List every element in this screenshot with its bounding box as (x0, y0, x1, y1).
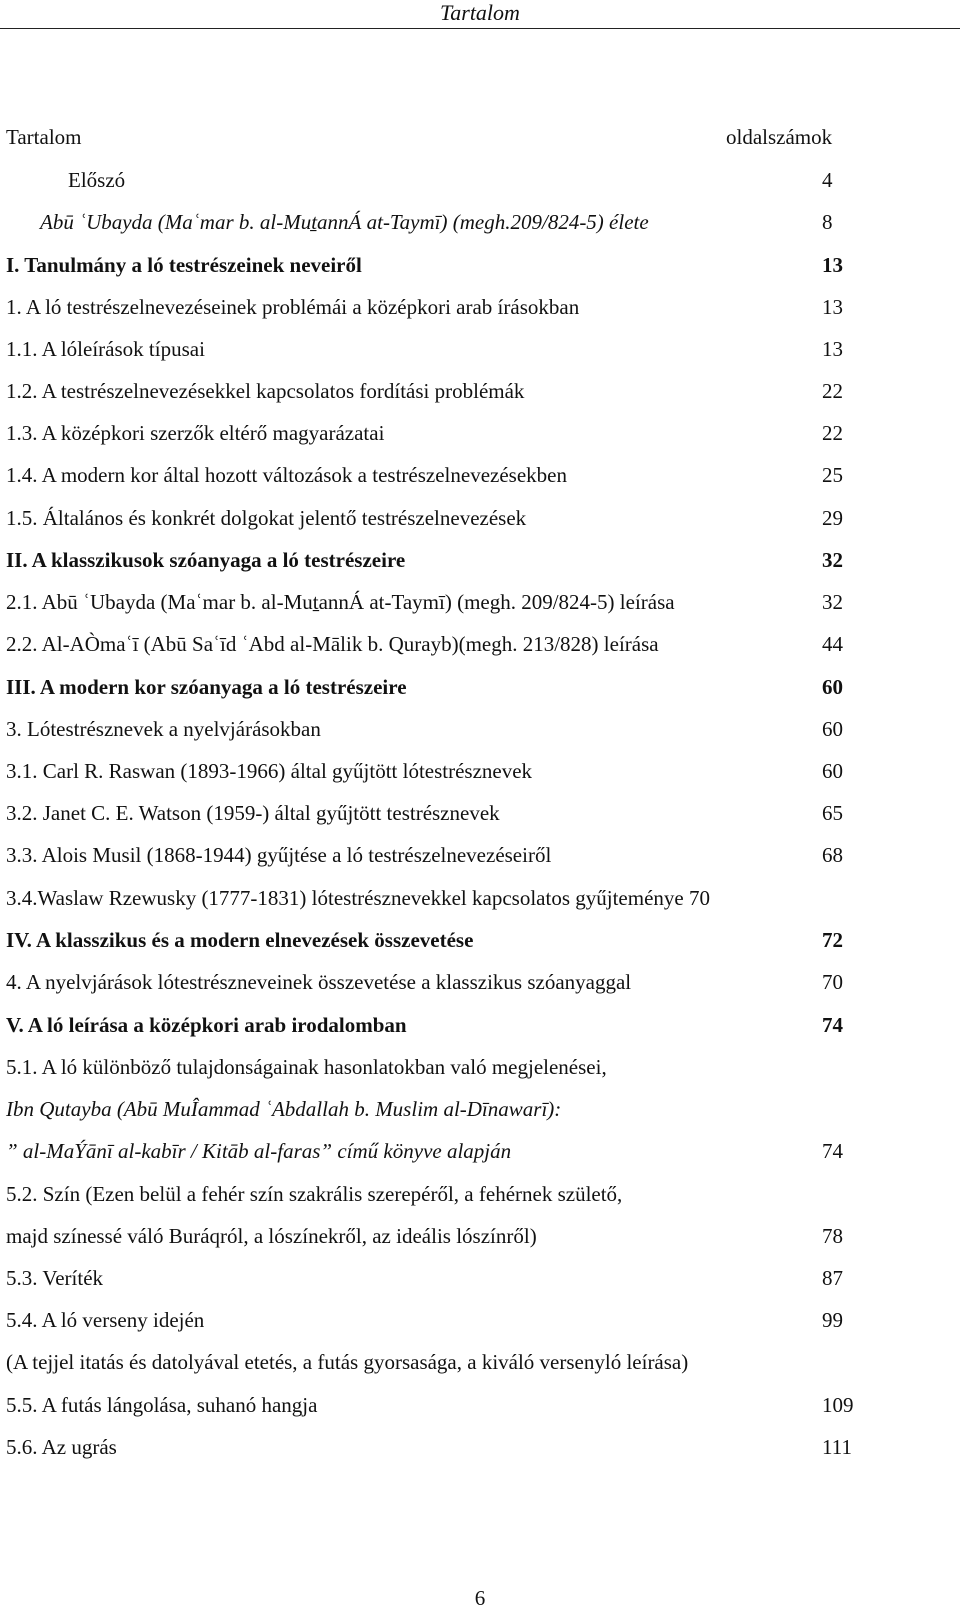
toc-entry (6, 165, 931, 195)
toc-entry-text: 2.1. Abū ʿUbayda (Maʿmar b. al-MuṯannÁ at-Taymī) (megh. 209/824-5) leírása (6, 590, 675, 614)
toc-entry (6, 1052, 931, 1082)
toc-entry-text: 3.2. Janet C. E. Watson (1959-) által gyűjtött testrésznevek (6, 801, 500, 825)
toc-entry-text: 3. Lótestrésznevek a nyelvjárásokban (6, 717, 321, 741)
toc-entry (6, 798, 931, 828)
toc-entry (6, 1305, 931, 1335)
toc-entry-page: 68 (822, 843, 843, 867)
toc-entry (6, 207, 931, 237)
toc-entry-page: 8 (822, 210, 833, 234)
toc-entry (6, 1221, 931, 1251)
toc-entry-text: 3.3. Alois Musil (1868-1944) gyűjtése a ló testrészelnevezéseiről (6, 843, 552, 867)
toc-entry-page: 60 (822, 717, 843, 741)
toc-entry (6, 334, 931, 364)
toc-entry-text: I. Tanulmány a ló testrészeinek neveiről (6, 253, 362, 277)
toc-entry-text: 1. A ló testrészelnevezéseinek problémái a középkori arab írásokban (6, 295, 580, 319)
toc-entry-page: 13 (822, 337, 843, 361)
header-rule (0, 28, 960, 29)
running-header: Tartalom (440, 0, 520, 25)
toc-entry-text: Ibn Qutayba (Abū MuÎammad ʿAbdallah b. Muslim al-Dīnawarī): (6, 1097, 562, 1121)
toc-entry-page: 22 (822, 421, 843, 445)
toc-entry-text: 1.1. A lóleírások típusai (6, 337, 205, 361)
toc-entry-page: 72 (822, 928, 843, 952)
toc-entry-page: 87 (822, 1266, 843, 1290)
toc-entry-text: Előszó (68, 168, 126, 192)
toc-entry (6, 840, 931, 870)
toc-entry-page: 4 (822, 168, 833, 192)
toc-entry-text: IV. A klasszikus és a modern elnevezések összevetése (6, 928, 474, 952)
toc-entry-text: 5.4. A ló verseny idején (6, 1308, 205, 1332)
toc-title: Tartalom (6, 125, 82, 149)
toc-entry-text: Abū ʿUbayda (Maʿmar b. al-MuṯannÁ at-Taymī) (megh.209/824-5) élete (40, 210, 649, 234)
toc-entry-page: 109 (822, 1393, 854, 1417)
toc-entry-page: 32 (822, 590, 843, 614)
toc-entry (6, 503, 931, 533)
toc-heading-row (6, 122, 931, 152)
toc-entry-text: ” al-MaÝānī al-kabīr / Kitāb al-faras” című könyve alapján (6, 1139, 512, 1163)
toc-entry (6, 629, 931, 659)
toc-entry (6, 418, 931, 448)
toc-entry (6, 545, 931, 575)
toc-entry-text: 5.1. A ló különböző tulajdonságainak hasonlatokban való megjelenései, (6, 1055, 607, 1079)
toc-entry (6, 1390, 931, 1420)
toc-entry-page: 60 (822, 759, 843, 783)
toc-entry-text: 3.4.Waslaw Rzewusky (1777-1831) lótestrésznevekkel kapcsolatos gyűjteménye 70 (6, 886, 710, 910)
toc-entry (6, 587, 931, 617)
toc-entry-page: 74 (822, 1139, 843, 1163)
toc-entry (6, 250, 931, 280)
toc-entry-text: 4. A nyelvjárások lótestrészneveinek összevetése a klasszikus szóanyaggal (6, 970, 632, 994)
toc-entry-text: III. A modern kor szóanyaga a ló testrészeire (6, 675, 407, 699)
toc-entry (6, 883, 931, 913)
toc-entry (6, 672, 931, 702)
toc-entry-page: 78 (822, 1224, 843, 1248)
toc-entry-text: 5.5. A futás lángolása, suhanó hangja (6, 1393, 318, 1417)
toc-entry (6, 1010, 931, 1040)
toc-entry-text: II. A klasszikusok szóanyaga a ló testrészeire (6, 548, 406, 572)
toc-entry (6, 756, 931, 786)
toc-entry-page: 99 (822, 1308, 843, 1332)
toc-entry-page: 29 (822, 506, 843, 530)
toc-entry-page: 70 (822, 970, 843, 994)
toc-entry (6, 1432, 931, 1462)
toc-pages-label: oldalszámok (726, 125, 833, 149)
toc-entry (6, 967, 931, 997)
toc-entry (6, 376, 931, 406)
toc-entry-page: 111 (822, 1435, 852, 1459)
toc-entry-text: 3.1. Carl R. Raswan (1893-1966) által gyűjtött lótestrésznevek (6, 759, 533, 783)
toc-entry (6, 714, 931, 744)
toc-entry-page: 13 (822, 295, 843, 319)
toc-entry-page: 25 (822, 463, 843, 487)
toc-entry-page: 22 (822, 379, 843, 403)
toc-entry-page: 60 (822, 675, 843, 699)
toc-entry-text: majd színessé váló Buráqról, a lószínekről, az ideális lószínről) (6, 1224, 537, 1248)
toc-entry-text: 2.2. Al-AÒmaʿī (Abū Saʿīd ʿAbd al-Mālik b. Qurayb)(megh. 213/828) leírása (6, 632, 659, 656)
toc-entry-page: 74 (822, 1013, 843, 1037)
toc-entry-text: 5.3. Veríték (6, 1266, 104, 1290)
toc-entry (6, 1136, 931, 1166)
toc-entry-page: 44 (822, 632, 843, 656)
toc-entry (6, 1263, 931, 1293)
toc-entry-text: 1.3. A középkori szerzők eltérő magyarázatai (6, 421, 385, 445)
toc-entry (6, 925, 931, 955)
page-number: 6 (474, 1586, 486, 1610)
toc-entry (6, 1094, 931, 1124)
toc-entry-text: 1.4. A modern kor által hozott változások a testrészelnevezésekben (6, 463, 567, 487)
toc-entry-text: 5.6. Az ugrás (6, 1435, 117, 1459)
toc-entry-text: 1.2. A testrészelnevezésekkel kapcsolatos fordítási problémák (6, 379, 525, 403)
toc-entry-page: 13 (822, 253, 843, 277)
toc-entry (6, 292, 931, 322)
toc-entry (6, 460, 931, 490)
toc-entry-text: 5.2. Szín (Ezen belül a fehér szín szakrális szerepéről, a fehérnek születő, (6, 1182, 623, 1206)
toc-entry-page: 32 (822, 548, 843, 572)
toc-entry (6, 1347, 931, 1377)
toc-entry-text: 1.5. Általános és konkrét dolgokat jelentő testrészelnevezések (6, 506, 527, 530)
toc-entry-text: V. A ló leírása a középkori arab irodalomban (6, 1013, 407, 1037)
toc-entry (6, 1179, 931, 1209)
toc-entry-text: (A tejjel itatás és datolyával etetés, a futás gyorsasága, a kiváló versenyló leírása) (6, 1350, 689, 1374)
toc-entry-page: 65 (822, 801, 843, 825)
